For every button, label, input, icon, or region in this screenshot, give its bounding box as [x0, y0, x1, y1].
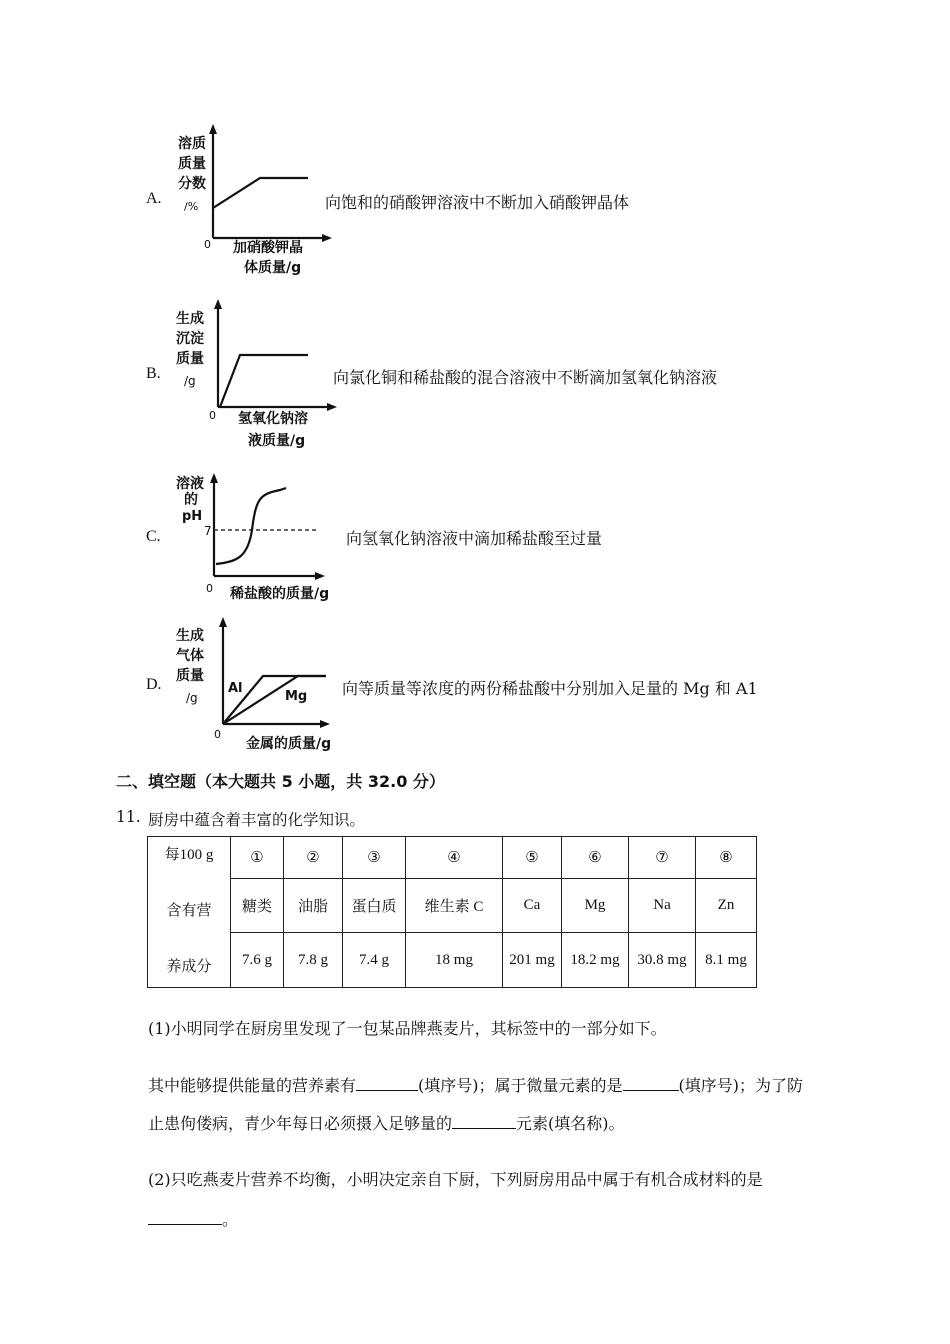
option-b-letter: B. [146, 365, 161, 382]
nutrition-table [147, 836, 757, 988]
origin-label: 0 [204, 238, 211, 251]
answer-blank-energy[interactable] [356, 1075, 418, 1091]
table-name-cell: 糖类 [231, 879, 284, 933]
option-c-letter: C. [146, 528, 161, 545]
x-label-line: 金属的质量/g [246, 736, 332, 752]
part2-end: 。 [222, 1210, 239, 1229]
origin-label: 0 [209, 409, 216, 422]
ph-curve [216, 488, 286, 564]
part1-line1 [148, 1073, 803, 1096]
part1-line1-text: (填序号)；为了防 [678, 1076, 804, 1095]
origin-label: 0 [214, 728, 221, 741]
table-num-cell: ⑤ [503, 837, 562, 879]
y-label-line: 溶质 [178, 136, 206, 152]
x-label-line: 液质量/g [248, 433, 306, 449]
precipitate-curve [220, 355, 308, 407]
al-label: Al [228, 681, 243, 696]
x-axis-arrow [320, 720, 330, 728]
table-num-cell: ④ [406, 837, 503, 879]
table-name-cell: Na [629, 879, 696, 933]
part1-line2 [148, 1111, 625, 1134]
option-c-text: 向氢氧化钠溶液中滴加稀盐酸至过量 [346, 529, 603, 548]
y-label-line: 气体 [176, 648, 204, 664]
answer-blank-trace-element[interactable] [623, 1075, 679, 1091]
question-number: 11. [116, 808, 141, 826]
part2-text: (2)只吃燕麦片营养不均衡，小明决定亲自下厨，下列厨房用品中属于有机合成材料的是 [148, 1170, 763, 1189]
table-num-cell: ⑦ [629, 837, 696, 879]
part1-line2-text: 止患佝偻病，青少年每日必须摄入足够量的 [148, 1114, 453, 1133]
y-label-line: 沉淀 [176, 331, 204, 347]
y-label-line: 质量 [178, 156, 206, 172]
y-label-line: 质量 [176, 668, 204, 684]
table-value-cell: 7.6 g [231, 933, 284, 988]
x-axis-arrow [315, 572, 325, 580]
mg-label: Mg [285, 689, 308, 704]
option-b-text: 向氯化铜和稀盐酸的混合溶液中不断滴加氢氧化钠溶液 [333, 368, 718, 387]
part1-line1-text: 其中能够提供能量的营养素有 [148, 1076, 357, 1095]
part2-answer-line [148, 1207, 238, 1230]
table-num-cell: ③ [343, 837, 406, 879]
y-axis-arrow [219, 617, 227, 627]
y-label-line: 分数 [178, 176, 206, 192]
option-a-text: 向饱和的硝酸钾溶液中不断加入硝酸钾晶体 [325, 193, 630, 212]
table-value-cell: 18 mg [406, 933, 503, 988]
table-value-cell: 18.2 mg [562, 933, 629, 988]
option-a-chart [168, 120, 338, 280]
table-name-cell: Zn [696, 879, 757, 933]
table-name-cell: Ca [503, 879, 562, 933]
solubility-curve [213, 178, 308, 208]
x-label-line: 加硝酸钾晶 [233, 240, 303, 256]
table-value-cell: 30.8 mg [629, 933, 696, 988]
y-label-unit: /% [184, 200, 199, 213]
x-label-line: 体质量/g [244, 260, 302, 276]
option-d-letter: D. [146, 676, 162, 693]
table-name-cell: 蛋白质 [343, 879, 406, 933]
option-a-letter: A. [146, 190, 162, 207]
table-num-cell: ⑥ [562, 837, 629, 879]
x-label-line: 稀盐酸的质量/g [230, 586, 330, 602]
part1-intro: (1)小明同学在厨房里发现了一包某品牌燕麦片，其标签中的一部分如下。 [148, 1019, 667, 1038]
x-label-line: 氢氧化钠溶 [238, 411, 308, 427]
section-title: 二、填空题（本大题共 5 小题，共 32.0 分） [116, 772, 445, 791]
table-value-cell: 7.4 g [343, 933, 406, 988]
question-stem: 厨房中蕴含着丰富的化学知识。 [148, 811, 366, 829]
ph7-tick-label: 7 [204, 524, 212, 538]
y-label-unit: /g [186, 691, 198, 705]
table-name-cell: 油脂 [284, 879, 343, 933]
y-label-line: pH [182, 509, 203, 524]
option-d-text: 向等质量等浓度的两份稀盐酸中分别加入足量的 Mg 和 A1 [342, 679, 758, 698]
y-label-unit: /g [184, 374, 196, 388]
table-value-cell: 201 mg [503, 933, 562, 988]
table-header-line: 每100 g [164, 847, 214, 863]
option-c-chart [168, 468, 348, 608]
y-axis-arrow [209, 124, 217, 134]
answer-blank-synthetic-material[interactable] [148, 1209, 222, 1225]
origin-label: 0 [206, 582, 213, 595]
part1-line2-text: 元素(填名称)。 [516, 1114, 625, 1133]
table-name-cell: Mg [562, 879, 629, 933]
table-name-cell: 维生素 C [406, 879, 503, 933]
table-header-line: 含有营 [166, 903, 212, 919]
table-header-cell [148, 837, 231, 988]
table-num-cell: ① [231, 837, 284, 879]
table-num-cell: ⑧ [696, 837, 757, 879]
table-value-cell: 8.1 mg [696, 933, 757, 988]
y-label-line: 的 [184, 492, 198, 508]
table-num-cell: ② [284, 837, 343, 879]
y-label-line: 生成 [176, 311, 204, 327]
y-axis-arrow [210, 473, 218, 483]
table-value-cell: 7.8 g [284, 933, 343, 988]
part1-line1-text: (填序号)；属于微量元素的是 [418, 1076, 623, 1095]
y-axis-arrow [214, 299, 222, 309]
x-axis-arrow [327, 403, 337, 411]
y-label-line: 质量 [176, 351, 204, 367]
option-b-chart [168, 295, 343, 455]
x-axis-arrow [322, 234, 332, 242]
answer-blank-element-name[interactable] [452, 1113, 516, 1129]
option-d-chart [168, 612, 343, 757]
y-label-line: 生成 [176, 628, 204, 644]
table-header-line: 养成分 [166, 959, 212, 975]
y-label-line: 溶液 [176, 476, 204, 492]
